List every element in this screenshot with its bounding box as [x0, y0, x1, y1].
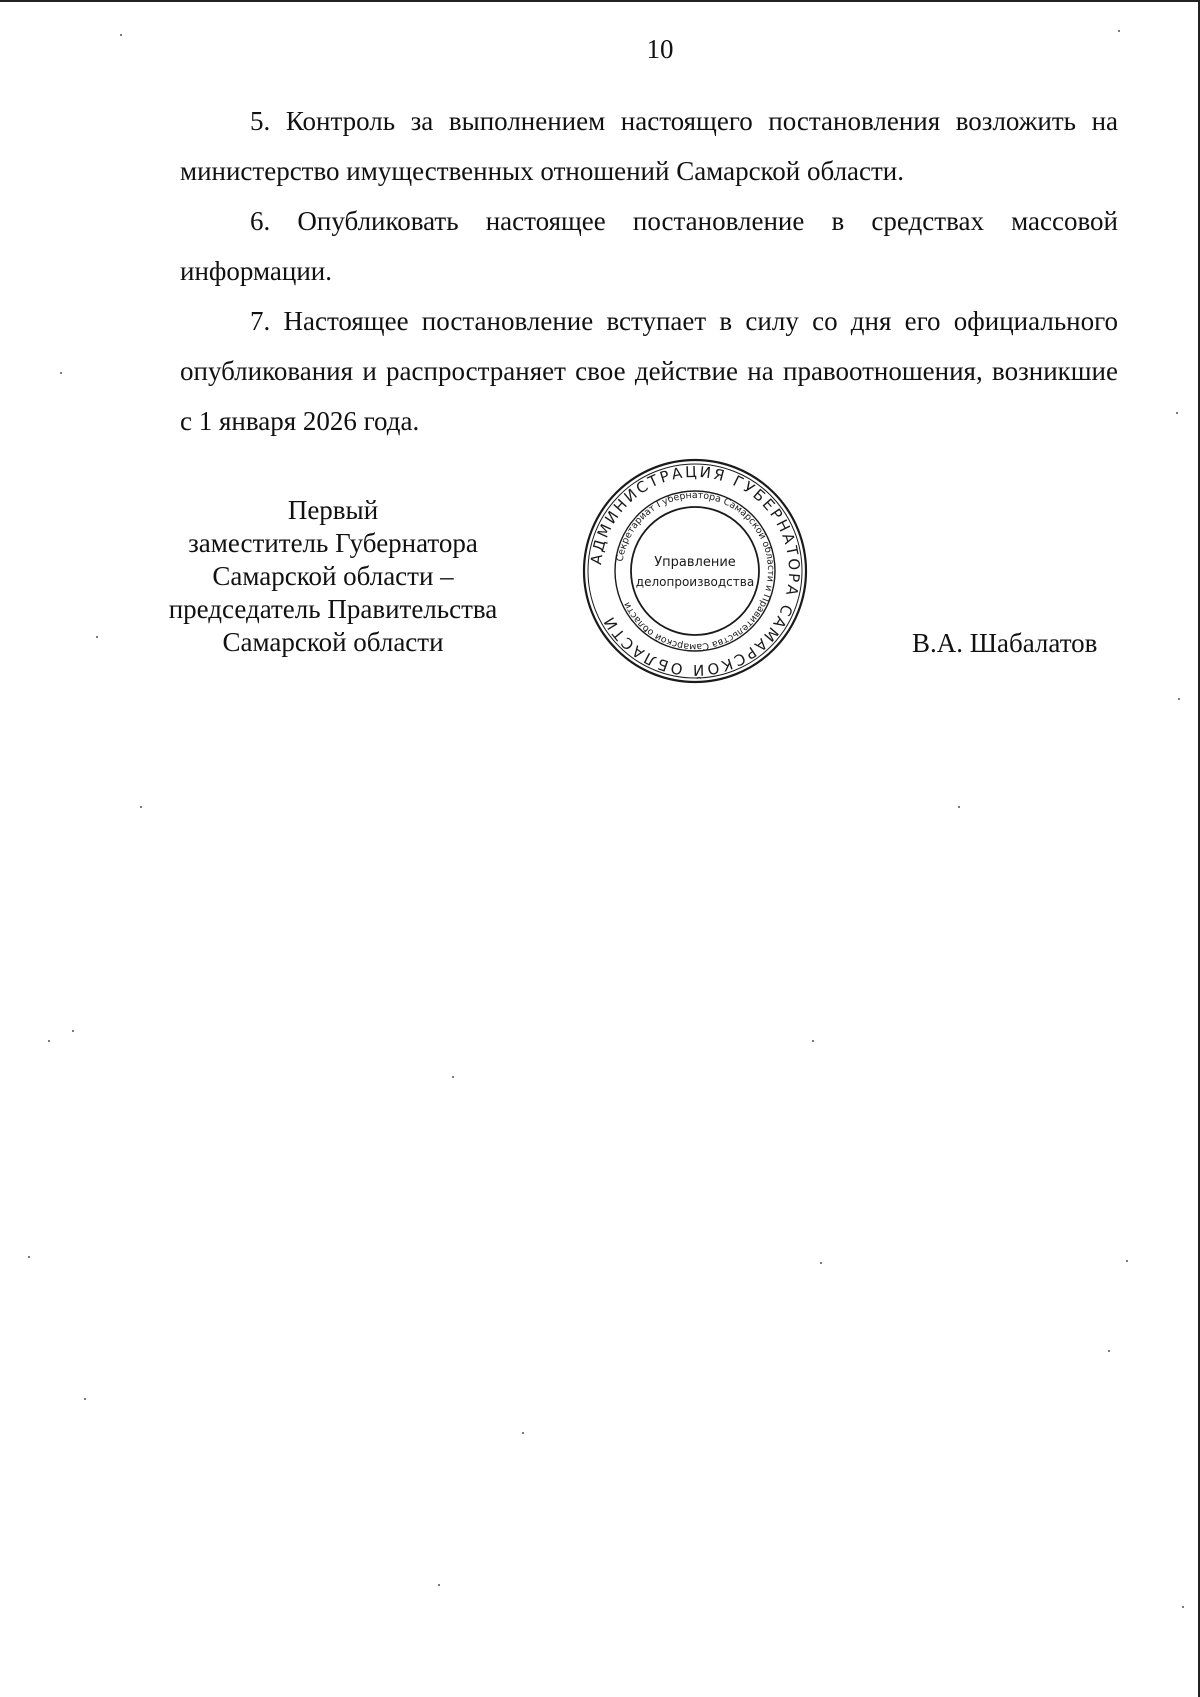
- scan-speck: [1176, 412, 1178, 414]
- scan-speck: [1108, 1350, 1110, 1352]
- paragraph-7: 7. Настоящее постановление вступает в силу со дня его официального опубликования и распространяет свое действие на правоотношения, возникшие с 1 января 2026 года.: [180, 306, 1118, 436]
- scan-speck: [48, 1040, 50, 1042]
- scan-speck: [452, 1076, 454, 1078]
- position-line: Самарской области –: [212, 561, 454, 591]
- signatory-position: [150, 494, 516, 659]
- seal-inner-text: Секретариат Губернатора Самарской области и Правительства Самарской области: [614, 489, 777, 653]
- seal-outer-text: АДМИНИСТРАЦИЯ ГУБЕРНАТОРА САМАРСКОЙ ОБЛАСТИ: [587, 462, 804, 680]
- scan-speck: [1126, 1260, 1128, 1262]
- paragraph-6: 6. Опубликовать настоящее постановление в средствах массовой информации.: [180, 206, 1118, 286]
- scan-speck: [84, 1398, 86, 1400]
- scan-speck: [820, 1262, 822, 1264]
- scan-speck: [96, 636, 98, 638]
- official-seal-stamp: [582, 458, 808, 684]
- scan-speck: [812, 1040, 814, 1042]
- signer-name: В.А. Шабалатов: [912, 628, 1098, 658]
- scan-speck: [958, 806, 960, 808]
- page-number: 10: [646, 34, 674, 64]
- position-line: заместитель Губернатора: [188, 528, 478, 558]
- scan-speck: [1178, 698, 1180, 700]
- scan-speck: [120, 34, 122, 36]
- position-line: председатель Правительства: [168, 594, 498, 624]
- scan-speck: [28, 1256, 30, 1258]
- position-line: Самарской области: [222, 627, 444, 657]
- scan-speck: [1182, 1606, 1184, 1608]
- scan-speck: [438, 1584, 440, 1586]
- scan-speck: [72, 1030, 74, 1032]
- document-body: [180, 96, 1118, 446]
- position-line: Первый: [287, 495, 379, 525]
- seal-center-line: Управление: [654, 555, 736, 570]
- svg-text:Секретариат Губернатора Самарс: [615, 490, 776, 652]
- scan-speck: [1118, 30, 1120, 32]
- scan-speck: [522, 1432, 524, 1434]
- scan-speck: [60, 372, 62, 374]
- seal-graphic: [582, 458, 808, 684]
- paragraph-5: 5. Контроль за выполнением настоящего постановления возложить на министерство имущественных отношений Самарской области.: [180, 106, 1118, 186]
- seal-center-line: делопроизводства: [635, 575, 755, 589]
- scan-speck: [140, 806, 142, 808]
- page-top-edge: [0, 0, 1200, 2]
